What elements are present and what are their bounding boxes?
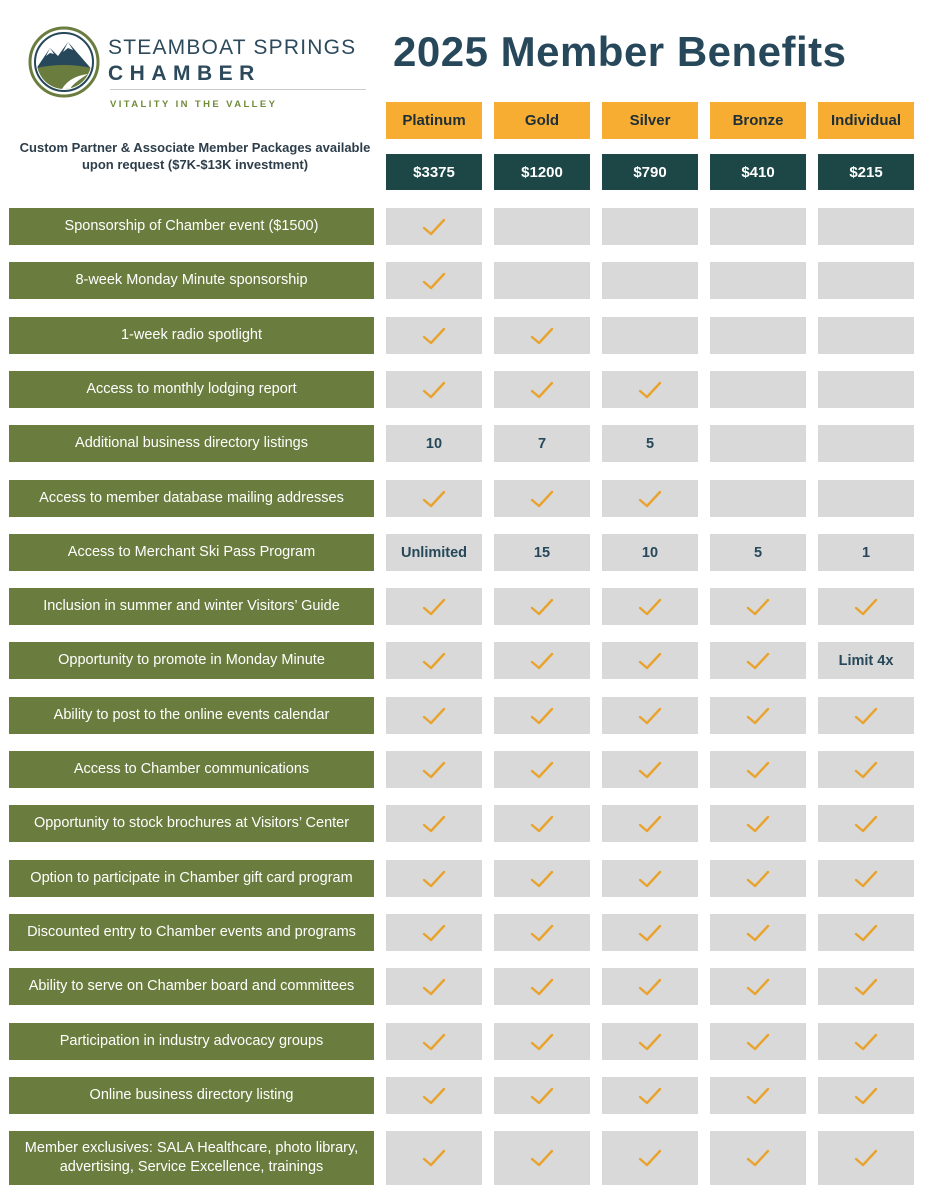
benefit-cell-included xyxy=(710,1023,806,1060)
benefit-cell-value: 5 xyxy=(710,534,806,571)
benefit-cell-included xyxy=(710,968,806,1005)
tier-price-gold: $1200 xyxy=(494,154,590,190)
checkmark-icon xyxy=(854,1032,878,1052)
checkmark-icon xyxy=(854,597,878,617)
benefit-row xyxy=(0,968,927,1005)
checkmark-icon xyxy=(746,651,770,671)
checkmark-icon xyxy=(638,706,662,726)
benefit-cell-empty xyxy=(602,208,698,245)
benefit-cell-included xyxy=(710,751,806,788)
benefit-cell-empty xyxy=(818,425,914,462)
benefit-label: Ability to post to the online events calendar xyxy=(9,697,374,734)
benefit-cell-included xyxy=(818,968,914,1005)
checkmark-icon xyxy=(530,706,554,726)
tier-price-platinum: $3375 xyxy=(386,154,482,190)
benefit-cell-included xyxy=(494,805,590,842)
checkmark-icon xyxy=(746,1148,770,1168)
tier-price-silver: $790 xyxy=(602,154,698,190)
checkmark-icon xyxy=(638,380,662,400)
benefit-row xyxy=(0,1131,927,1185)
benefit-cell-included xyxy=(818,1131,914,1185)
benefit-cell-included xyxy=(602,860,698,897)
checkmark-icon xyxy=(854,706,878,726)
benefit-cell-included xyxy=(710,642,806,679)
checkmark-icon xyxy=(746,814,770,834)
checkmark-icon xyxy=(422,1148,446,1168)
benefit-cell-included xyxy=(494,968,590,1005)
benefit-cell-included xyxy=(710,1131,806,1185)
benefit-cell-empty xyxy=(818,317,914,354)
tier-name-platinum: Platinum xyxy=(386,102,482,139)
benefit-cell-included xyxy=(710,1077,806,1114)
benefit-label: Online business directory listing xyxy=(9,1077,374,1114)
checkmark-icon xyxy=(746,597,770,617)
benefit-cell-value: Unlimited xyxy=(386,534,482,571)
checkmark-icon xyxy=(746,923,770,943)
benefit-row xyxy=(0,914,927,951)
benefit-cell-included xyxy=(494,642,590,679)
tier-price-bronze: $410 xyxy=(710,154,806,190)
benefit-label: Additional business directory listings xyxy=(9,425,374,462)
tier-price-individual: $215 xyxy=(818,154,914,190)
benefit-cell-included xyxy=(386,914,482,951)
checkmark-icon xyxy=(638,977,662,997)
checkmark-icon xyxy=(854,923,878,943)
benefit-cell-included xyxy=(386,317,482,354)
benefit-row xyxy=(0,208,927,245)
benefit-cell-included xyxy=(710,697,806,734)
checkmark-icon xyxy=(638,1148,662,1168)
benefit-cell-included xyxy=(386,805,482,842)
benefit-cell-empty xyxy=(494,262,590,299)
benefit-cell-included xyxy=(386,262,482,299)
benefit-cell-included xyxy=(386,1077,482,1114)
benefit-cell-included xyxy=(494,697,590,734)
benefit-cell-empty xyxy=(494,208,590,245)
benefit-row xyxy=(0,480,927,517)
benefit-cell-empty xyxy=(710,317,806,354)
benefit-cell-included xyxy=(602,914,698,951)
checkmark-icon xyxy=(638,760,662,780)
benefit-cell-included xyxy=(494,588,590,625)
benefit-label: Access to member database mailing addresses xyxy=(9,480,374,517)
checkmark-icon xyxy=(854,760,878,780)
benefit-cell-included xyxy=(818,860,914,897)
benefit-cell-included xyxy=(494,1023,590,1060)
benefit-row xyxy=(0,1077,927,1114)
benefit-cell-included xyxy=(494,371,590,408)
benefit-cell-included xyxy=(602,805,698,842)
benefit-cell-empty xyxy=(602,317,698,354)
benefit-row xyxy=(0,805,927,842)
benefit-cell-included xyxy=(818,1023,914,1060)
benefit-label: Participation in industry advocacy groups xyxy=(9,1023,374,1060)
checkmark-icon xyxy=(530,380,554,400)
benefit-cell-empty xyxy=(602,262,698,299)
benefit-cell-included xyxy=(710,914,806,951)
checkmark-icon xyxy=(422,923,446,943)
benefit-cell-included xyxy=(602,968,698,1005)
checkmark-icon xyxy=(530,1148,554,1168)
benefit-row xyxy=(0,425,927,462)
checkmark-icon xyxy=(530,1032,554,1052)
benefit-cell-included xyxy=(818,914,914,951)
benefit-row xyxy=(0,697,927,734)
checkmark-icon xyxy=(422,1032,446,1052)
benefit-row xyxy=(0,371,927,408)
benefit-label: 8-week Monday Minute sponsorship xyxy=(9,262,374,299)
benefit-cell-empty xyxy=(818,371,914,408)
benefit-row xyxy=(0,751,927,788)
checkmark-icon xyxy=(854,869,878,889)
checkmark-icon xyxy=(422,326,446,346)
benefit-cell-included xyxy=(494,480,590,517)
benefit-cell-empty xyxy=(710,480,806,517)
checkmark-icon xyxy=(530,869,554,889)
benefit-cell-included xyxy=(494,317,590,354)
benefit-cell-empty xyxy=(710,262,806,299)
checkmark-icon xyxy=(530,760,554,780)
checkmark-icon xyxy=(638,597,662,617)
checkmark-icon xyxy=(854,814,878,834)
benefit-row xyxy=(0,860,927,897)
tier-name-gold: Gold xyxy=(494,102,590,139)
checkmark-icon xyxy=(638,651,662,671)
benefit-cell-included xyxy=(602,1131,698,1185)
benefit-row xyxy=(0,534,927,571)
benefit-cell-included xyxy=(818,1077,914,1114)
checkmark-icon xyxy=(422,597,446,617)
tier-name-silver: Silver xyxy=(602,102,698,139)
checkmark-icon xyxy=(530,814,554,834)
benefit-cell-included xyxy=(818,805,914,842)
checkmark-icon xyxy=(422,489,446,509)
benefit-cell-included xyxy=(602,480,698,517)
benefit-cell-value: Limit 4x xyxy=(818,642,914,679)
tier-name-individual: Individual xyxy=(818,102,914,139)
logo-name-line2: CHAMBER xyxy=(108,62,261,85)
benefit-cell-included xyxy=(602,751,698,788)
benefit-cell-included xyxy=(386,208,482,245)
checkmark-icon xyxy=(422,1086,446,1106)
benefit-cell-empty xyxy=(818,208,914,245)
benefit-cell-included xyxy=(710,805,806,842)
benefit-cell-included xyxy=(494,1077,590,1114)
checkmark-icon xyxy=(746,706,770,726)
checkmark-icon xyxy=(746,977,770,997)
benefit-cell-included xyxy=(386,588,482,625)
custom-packages-note: Custom Partner & Associate Member Packages available upon request ($7K-$13K investment) xyxy=(19,140,371,172)
benefit-cell-value: 10 xyxy=(386,425,482,462)
checkmark-icon xyxy=(422,706,446,726)
benefit-label: Option to participate in Chamber gift card program xyxy=(9,860,374,897)
checkmark-icon xyxy=(422,760,446,780)
benefit-cell-included xyxy=(494,751,590,788)
checkmark-icon xyxy=(638,923,662,943)
benefit-cell-included xyxy=(602,697,698,734)
logo-name-line1: STEAMBOAT SPRINGS xyxy=(108,36,357,59)
benefit-label: Ability to serve on Chamber board and committees xyxy=(9,968,374,1005)
benefit-cell-empty xyxy=(818,262,914,299)
benefit-cell-included xyxy=(386,1131,482,1185)
checkmark-icon xyxy=(854,1148,878,1168)
benefit-label: Member exclusives: SALA Healthcare, photo library, advertising, Service Excellence, trainings xyxy=(9,1131,374,1185)
benefit-cell-included xyxy=(710,588,806,625)
benefit-cell-value: 1 xyxy=(818,534,914,571)
benefit-row xyxy=(0,317,927,354)
benefit-cell-empty xyxy=(710,371,806,408)
benefit-label: Opportunity to stock brochures at Visitors’ Center xyxy=(9,805,374,842)
tier-name-bronze: Bronze xyxy=(710,102,806,139)
benefit-cell-empty xyxy=(710,208,806,245)
benefit-cell-included xyxy=(494,860,590,897)
checkmark-icon xyxy=(530,597,554,617)
benefit-cell-included xyxy=(494,1131,590,1185)
checkmark-icon xyxy=(530,651,554,671)
benefit-label: Sponsorship of Chamber event ($1500) xyxy=(9,208,374,245)
benefit-cell-included xyxy=(602,642,698,679)
benefit-cell-included xyxy=(818,751,914,788)
benefit-cell-value: 7 xyxy=(494,425,590,462)
checkmark-icon xyxy=(422,217,446,237)
benefit-row xyxy=(0,642,927,679)
benefit-row xyxy=(0,588,927,625)
checkmark-icon xyxy=(422,977,446,997)
logo-tagline: VITALITY IN THE VALLEY xyxy=(110,99,278,110)
checkmark-icon xyxy=(854,1086,878,1106)
benefit-cell-value: 5 xyxy=(602,425,698,462)
benefit-cell-value: 15 xyxy=(494,534,590,571)
checkmark-icon xyxy=(638,1032,662,1052)
checkmark-icon xyxy=(854,977,878,997)
benefit-cell-included xyxy=(386,480,482,517)
checkmark-icon xyxy=(422,271,446,291)
benefit-cell-included xyxy=(602,371,698,408)
benefit-cell-included xyxy=(386,751,482,788)
mountain-valley-logo-icon xyxy=(28,26,100,98)
checkmark-icon xyxy=(530,977,554,997)
benefit-row xyxy=(0,1023,927,1060)
checkmark-icon xyxy=(746,1032,770,1052)
benefit-cell-included xyxy=(602,1023,698,1060)
benefit-cell-included xyxy=(494,914,590,951)
checkmark-icon xyxy=(422,380,446,400)
chamber-logo xyxy=(28,26,373,116)
checkmark-icon xyxy=(746,760,770,780)
benefit-cell-included xyxy=(602,588,698,625)
benefit-cell-included xyxy=(386,697,482,734)
checkmark-icon xyxy=(530,923,554,943)
benefit-cell-included xyxy=(386,642,482,679)
checkmark-icon xyxy=(638,869,662,889)
checkmark-icon xyxy=(422,814,446,834)
benefit-cell-empty xyxy=(818,480,914,517)
benefit-cell-empty xyxy=(710,425,806,462)
benefit-row xyxy=(0,262,927,299)
benefit-label: Inclusion in summer and winter Visitors’ Guide xyxy=(9,588,374,625)
benefit-label: Access to monthly lodging report xyxy=(9,371,374,408)
page-title: 2025 Member Benefits xyxy=(393,28,847,75)
checkmark-icon xyxy=(746,1086,770,1106)
benefit-label: 1-week radio spotlight xyxy=(9,317,374,354)
benefit-cell-included xyxy=(710,860,806,897)
benefit-cell-included xyxy=(818,588,914,625)
benefit-label: Opportunity to promote in Monday Minute xyxy=(9,642,374,679)
benefit-label: Discounted entry to Chamber events and programs xyxy=(9,914,374,951)
checkmark-icon xyxy=(638,1086,662,1106)
checkmark-icon xyxy=(422,869,446,889)
checkmark-icon xyxy=(530,489,554,509)
benefit-cell-included xyxy=(386,371,482,408)
benefit-cell-included xyxy=(386,860,482,897)
logo-divider xyxy=(110,89,366,90)
benefit-cell-included xyxy=(386,1023,482,1060)
benefit-cell-included xyxy=(818,697,914,734)
checkmark-icon xyxy=(638,814,662,834)
checkmark-icon xyxy=(422,651,446,671)
benefit-label: Access to Merchant Ski Pass Program xyxy=(9,534,374,571)
checkmark-icon xyxy=(530,326,554,346)
checkmark-icon xyxy=(746,869,770,889)
benefit-cell-included xyxy=(602,1077,698,1114)
benefit-cell-value: 10 xyxy=(602,534,698,571)
checkmark-icon xyxy=(638,489,662,509)
checkmark-icon xyxy=(530,1086,554,1106)
benefit-cell-included xyxy=(386,968,482,1005)
benefit-label: Access to Chamber communications xyxy=(9,751,374,788)
